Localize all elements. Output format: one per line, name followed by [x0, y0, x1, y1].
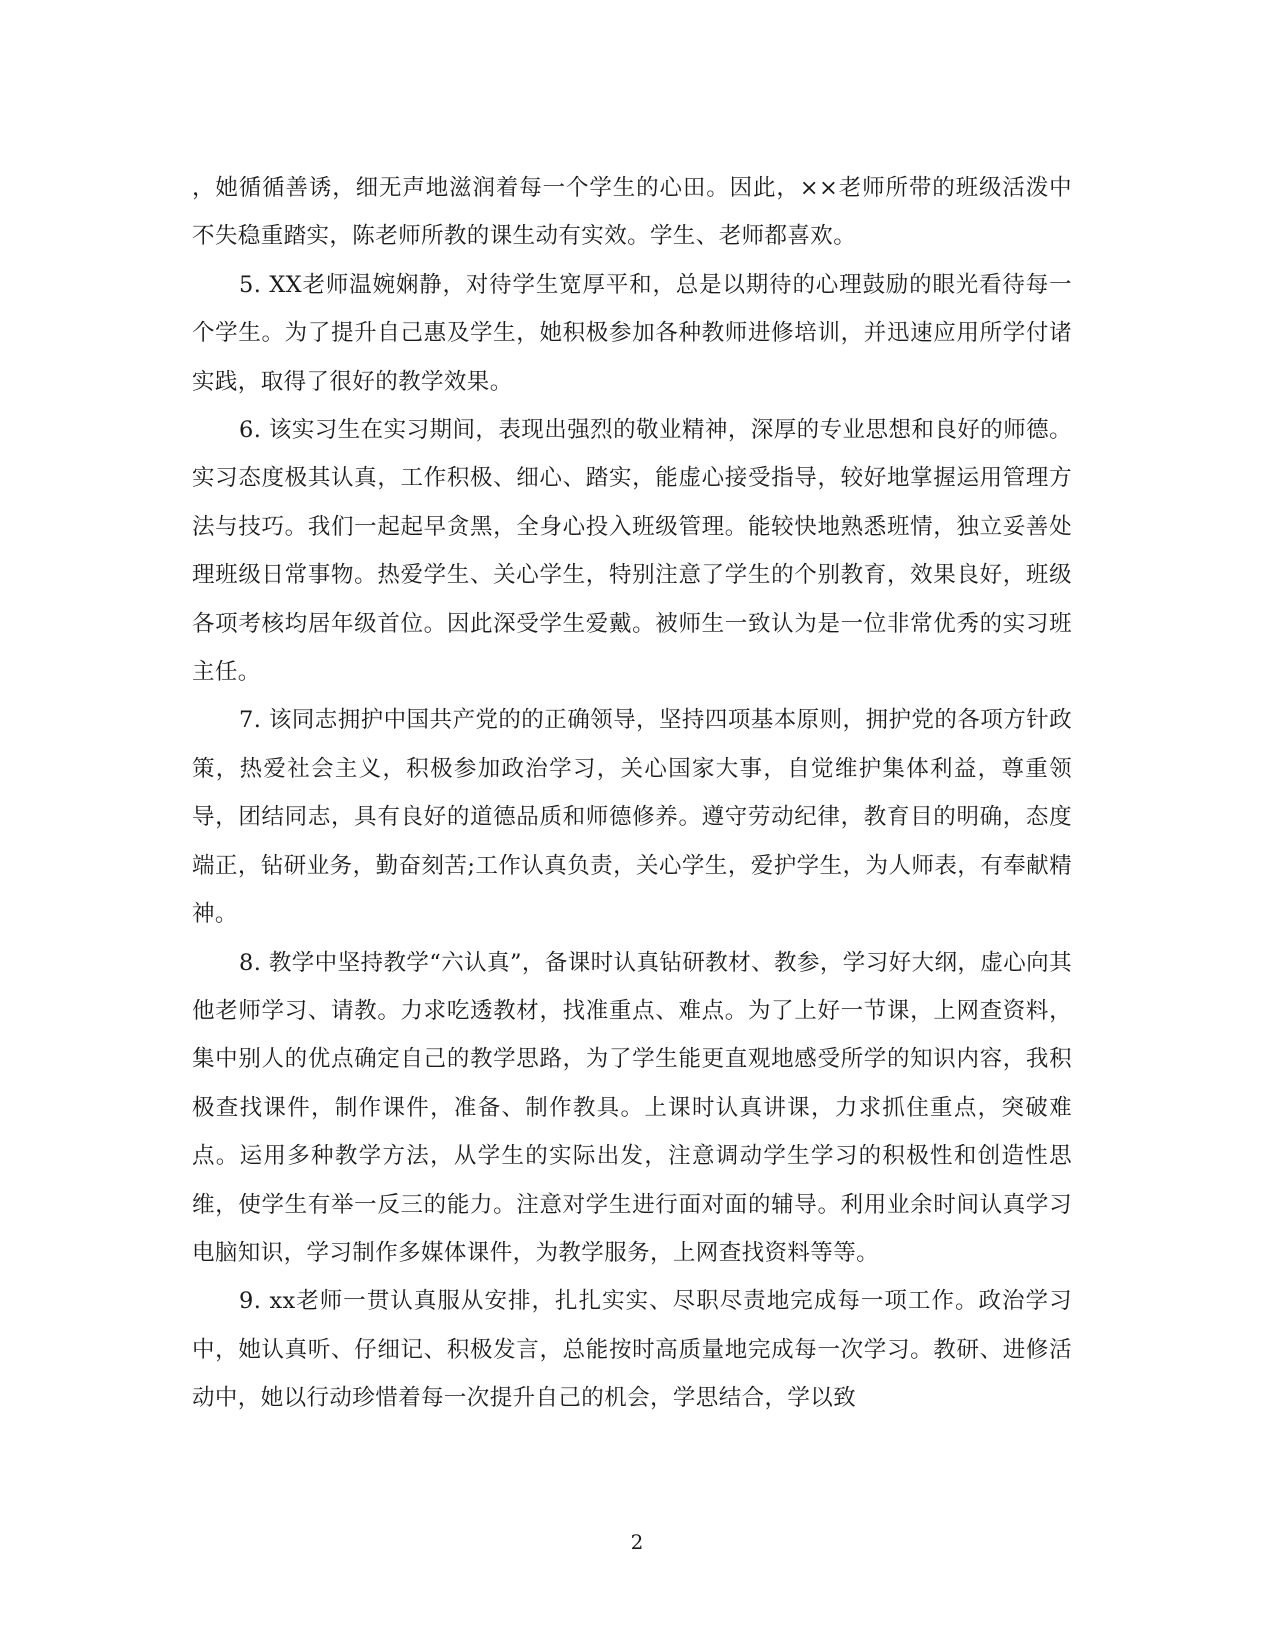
- paragraph-item-8: 8. 教学中坚持教学“六认真”，备课时认真钻研教材、教参，学习好大纲，虚心向其他老师学习、请教。力求吃透教材，找准重点、难点。为了上好一节课，上网查资料，集中别人的优点确定自己的教学思路，为了学生能更直观地感受所学的知识内容，我积极查找课件，制作课件，准备、制作教具。上课时认真讲课，力求抓住重点，突破难点。运用多种教学方法，从学生的实际出发，注意调动学生学习的积极性和创造性思维，使学生有举一反三的能力。注意对学生进行面对面的辅导。利用业余时间认真学习电脑知识，学习制作多媒体课件，为教学服务，上网查找资料等等。: [192, 949, 1072, 1266]
- page-number: 2: [630, 1530, 644, 1554]
- paragraph-item-9: 9. xx老师一贯认真服从安排，扎扎实实、尽职尽责地完成每一项工作。政治学习中，她认真听、仔细记、积极发言，总能按时高质量地完成每一次学习。教研、进修活动中，她以行动珍惜着每一次提升自己的机会，学思结合，学以致: [192, 1288, 1072, 1412]
- paragraph-continuation: ，她循循善诱，细无声地滋润着每一个学生的心田。因此，××老师所带的班级活泼中不失稳重踏实，陈老师所教的课生动有实效。学生、老师都喜欢。: [192, 175, 1072, 250]
- paragraph-item-6: 6. 该实习生在实习期间，表现出强烈的敬业精神，深厚的专业思想和良好的师德。实习态度极其认真，工作积极、细心、踏实，能虚心接受指导，较好地掌握运用管理方法与技巧。我们一起起早贪黑，全身心投入班级管理。能较快地熟悉班情，独立妥善处理班级日常事物。热爱学生、关心学生，特别注意了学生的个别教育，效果良好，班级各项考核均居年级首位。因此深受学生爱戴。被师生一致认为是一位非常优秀的实习班主任。: [192, 417, 1072, 686]
- paragraph-item-5: 5. XX老师温婉娴静，对待学生宽厚平和，总是以期待的心理鼓励的眼光看待每一个学生。为了提升自己惠及学生，她积极参加各种教师进修培训，并迅速应用所学付诸实践，取得了很好的教学效果。: [192, 271, 1072, 395]
- document-body: [192, 164, 1072, 1423]
- paragraph-item-7: 7. 该同志拥护中国共产党的的正确领导，坚持四项基本原则，拥护党的各项方针政策，热爱社会主义，积极参加政治学习，关心国家大事，自觉维护集体利益，尊重领导，团结同志，具有良好的道德品质和师德修养。遵守劳动纪律，教育目的明确，态度端正，钻研业务，勤奋刻苦;工作认真负责，关心学生，爱护学生，为人师表，有奉献精神。: [192, 707, 1072, 928]
